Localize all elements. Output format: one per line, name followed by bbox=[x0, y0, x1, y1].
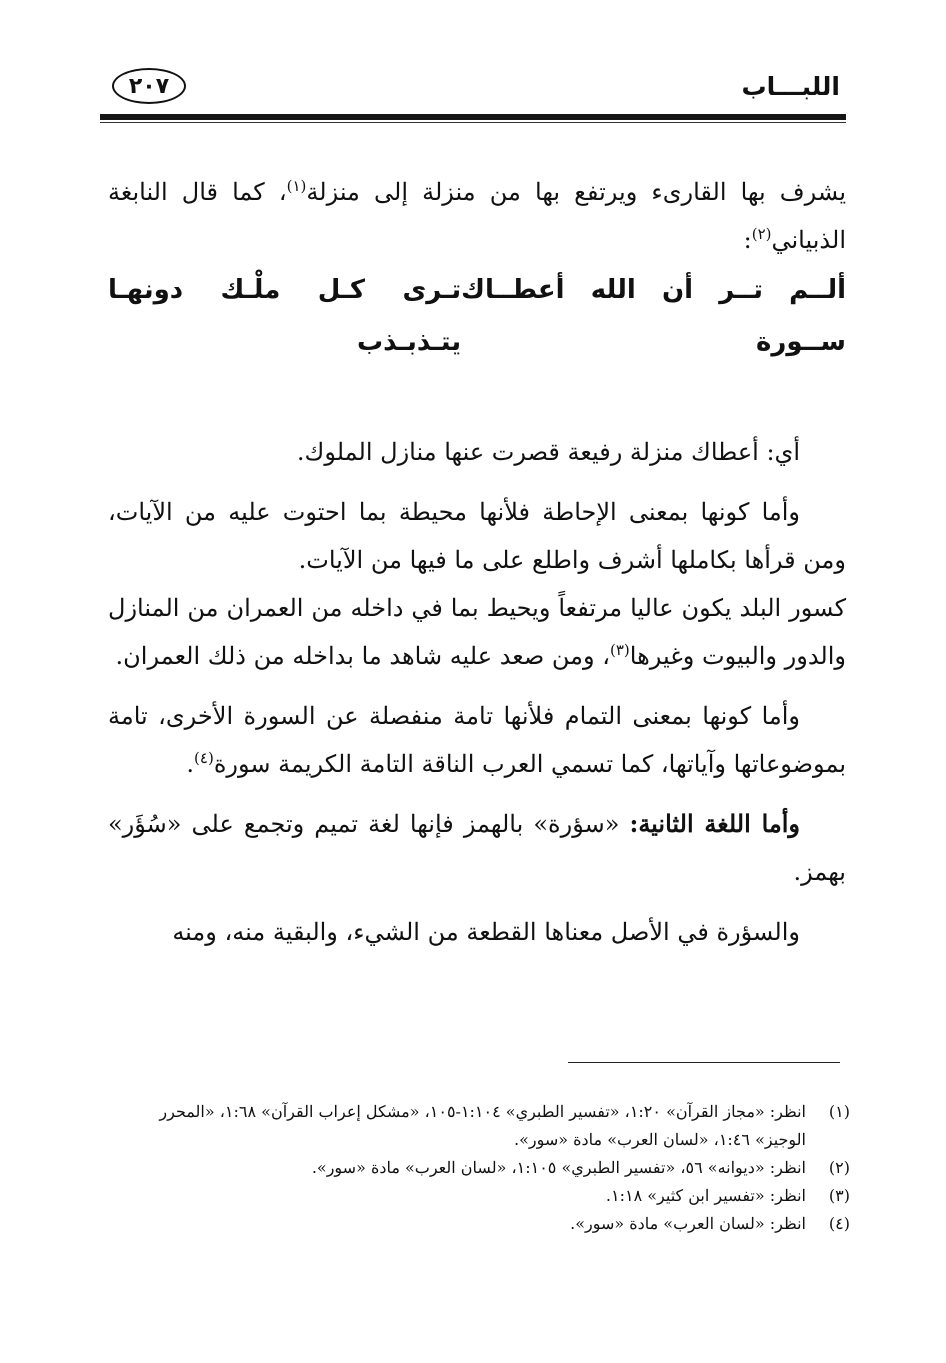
footnote-text: انظر: «تفسير ابن كثير» ١:١٨. bbox=[605, 1186, 806, 1205]
paragraph: يشرف بها القارىء ويرتفع بها من منزلة إلى منزلة$^{(١)}$، كما قال النابغة الذبياني$^{(٢)}$: bbox=[108, 177, 846, 254]
footnote-number: (٢) bbox=[828, 1158, 850, 1177]
footnote-text: انظر: «لسان العرب» مادة «سور». bbox=[570, 1214, 806, 1233]
page-number: ٢٠٧ bbox=[112, 68, 186, 104]
footnote-ref: (٣) bbox=[609, 641, 630, 659]
poetry-verse bbox=[108, 264, 846, 368]
header-rule-thin bbox=[100, 122, 846, 123]
footnote-separator bbox=[568, 1062, 840, 1063]
paragraph: والسؤرة في الأصل معناها القطعة من الشيء، والبقية منه، ومنه bbox=[172, 918, 800, 946]
footnote bbox=[108, 1154, 850, 1182]
header-rule bbox=[100, 114, 846, 120]
running-title: اللبـــاب bbox=[741, 72, 840, 101]
footnote bbox=[108, 1182, 850, 1210]
paragraph: وأما كونها بمعنى الإحاطة فلأنها محيطة بما احتوت عليه من الآيات، ومن قرأها بكاملها أشرف واطلع على ما فيها من الآيات. bbox=[108, 498, 846, 574]
footnote bbox=[108, 1098, 850, 1154]
verse-hemistich-first: ألــم تــر أن الله أعطــاك ســورة bbox=[461, 275, 846, 357]
paragraph: أي: أعطاك منزلة رفيعة قصرت عنها منازل الملوك. bbox=[296, 438, 800, 466]
footnote-number: (٣) bbox=[828, 1186, 850, 1205]
main-text bbox=[108, 168, 846, 956]
footnote-ref: (٤) bbox=[194, 749, 214, 767]
footnotes bbox=[108, 1098, 850, 1238]
bold-heading: وأما اللغة الثانية: bbox=[629, 809, 800, 838]
paragraph: وأما كونها بمعنى التمام فلأنها تامة منفصلة عن السورة الأخرى، تامة بموضوعاتها وآياتها، كما تسمي العرب الناقة التامة الكريمة سورة$^{(٤)}$. bbox=[108, 702, 846, 778]
footnote bbox=[108, 1210, 850, 1238]
footnote-text: انظر: «ديوانه» ٥٦، «تفسير الطبري» ١:١٠٥، «لسان العرب» مادة «سور». bbox=[311, 1158, 806, 1177]
paragraph: كسور البلد يكون عاليا مرتفعاً ويحيط بما في داخله من العمران من المنازل والدور والبيوت وغيرها$^{(٣)}$، ومن صعد عليه شاهد ما بداخله من ذلك العمران. bbox=[108, 594, 846, 670]
footnote-number: (٤) bbox=[828, 1214, 850, 1233]
footnote-ref: (٢) bbox=[751, 225, 772, 243]
footnote-ref: (١) bbox=[286, 177, 307, 195]
footnote-number: (١) bbox=[828, 1102, 850, 1121]
verse-hemistich-second: تـرى كـل ملْـك دونهـا يتـذبـذب bbox=[108, 275, 462, 357]
page-header bbox=[100, 62, 846, 110]
paragraph: وأما اللغة الثانية: «سؤرة» بالهمز فإنها لغة تميم وتجمع على «سُؤَر» بهمز. bbox=[108, 809, 846, 886]
spacer bbox=[108, 368, 846, 416]
footnote-text: انظر: «مجاز القرآن» ١:٢٠، «تفسير الطبري» ١:١٠٤-١٠٥، «مشكل إعراب القرآن» ١:٦٨، «المحرر الوجيز» ١:٤٦، «لسان العرب» مادة «سور». bbox=[159, 1102, 806, 1149]
